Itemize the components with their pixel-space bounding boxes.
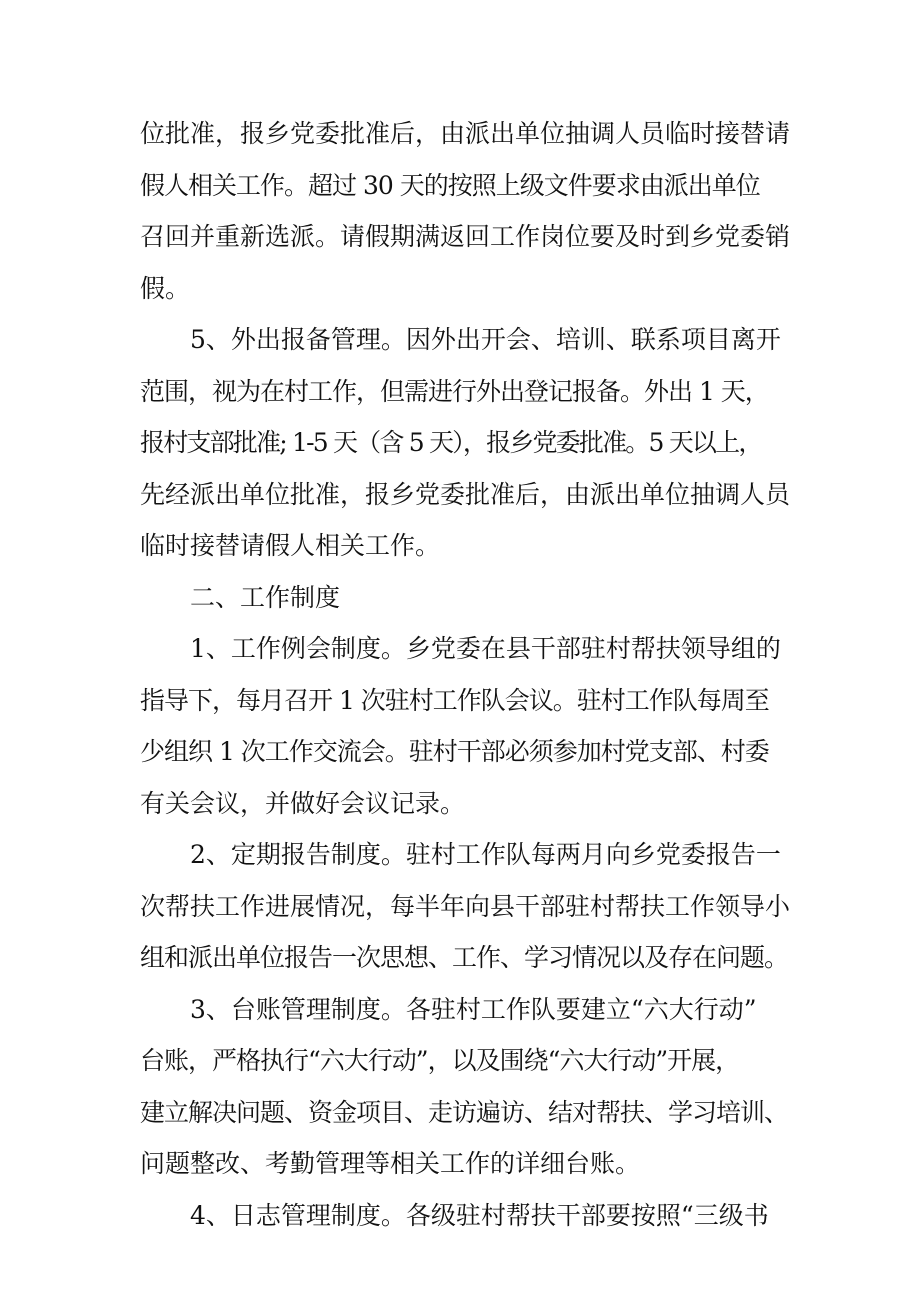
text-line: 建立解决问题、资金项目、走访遍访、结对帮扶、学习培训、 — [140, 1097, 789, 1127]
paragraph-outing-report-management — [140, 314, 790, 572]
text-line: 次帮扶工作进展情况，每半年向县干部驻村帮扶工作领导小 — [140, 891, 791, 921]
paragraph-work-meeting-system — [140, 623, 790, 829]
paragraph-regular-report-system — [140, 829, 790, 984]
text-line: 报村支部批准; 1-5 天（含 5 天），报乡党委批准。5 天以上， — [140, 428, 762, 457]
text-line: 召回并重新选派。请假期满返回工作岗位要及时到乡党委销 — [140, 222, 791, 251]
text-line: 有关会议，并做好会议记录。 — [140, 788, 466, 818]
text-line: 台账，严格执行“六大行动”，以及围绕“六大行动”开展， — [140, 1046, 740, 1075]
text-line: 少组织 1 次工作交流会。驻村干部必须参加村党支部、村委 — [140, 737, 769, 766]
section-heading-work-system — [140, 572, 790, 624]
document-body — [140, 108, 790, 1241]
text-line: 问题整改、考勤管理等相关工作的详细台账。 — [140, 1149, 641, 1178]
text-line: 2、定期报告制度。驻村工作队每两月向乡党委报告一 — [190, 840, 781, 869]
paragraph-ledger-management-system — [140, 984, 790, 1190]
text-line: 位批准，报乡党委批准后，由派出单位抽调人员临时接替请 — [140, 119, 791, 148]
section-heading: 二、工作制度 — [190, 582, 341, 612]
text-line: 临时接替请假人相关工作。 — [140, 531, 441, 560]
paragraph-log-management-system — [140, 1190, 790, 1242]
text-line: 3、台账管理制度。各驻村工作队要建立“六大行动” — [190, 994, 757, 1024]
text-line: 5、外出报备管理。因外出开会、培训、联系项目离开 — [190, 325, 781, 354]
text-line: 指导下，每月召开 1 次驻村工作队会议。驻村工作队每周至 — [140, 685, 769, 715]
text-line: 组和派出单位报告一次思想、工作、学习情况以及存在问题。 — [140, 943, 789, 972]
text-line: 假人相关工作。超过 30 天的按照上级文件要求由派出单位 — [140, 170, 760, 200]
text-line: 1、工作例会制度。乡党委在县干部驻村帮扶领导组的 — [190, 634, 781, 663]
paragraph-leave-approval-continued — [140, 108, 790, 314]
text-line: 假。 — [140, 273, 191, 303]
text-line: 4、日志管理制度。各级驻村帮扶干部要按照“三级书 — [190, 1200, 769, 1230]
text-line: 先经派出单位批准，报乡党委批准后，由派出单位抽调人员 — [140, 479, 791, 509]
text-line: 范围，视为在村工作，但需进行外出登记报备。外出 1 天， — [140, 376, 769, 406]
